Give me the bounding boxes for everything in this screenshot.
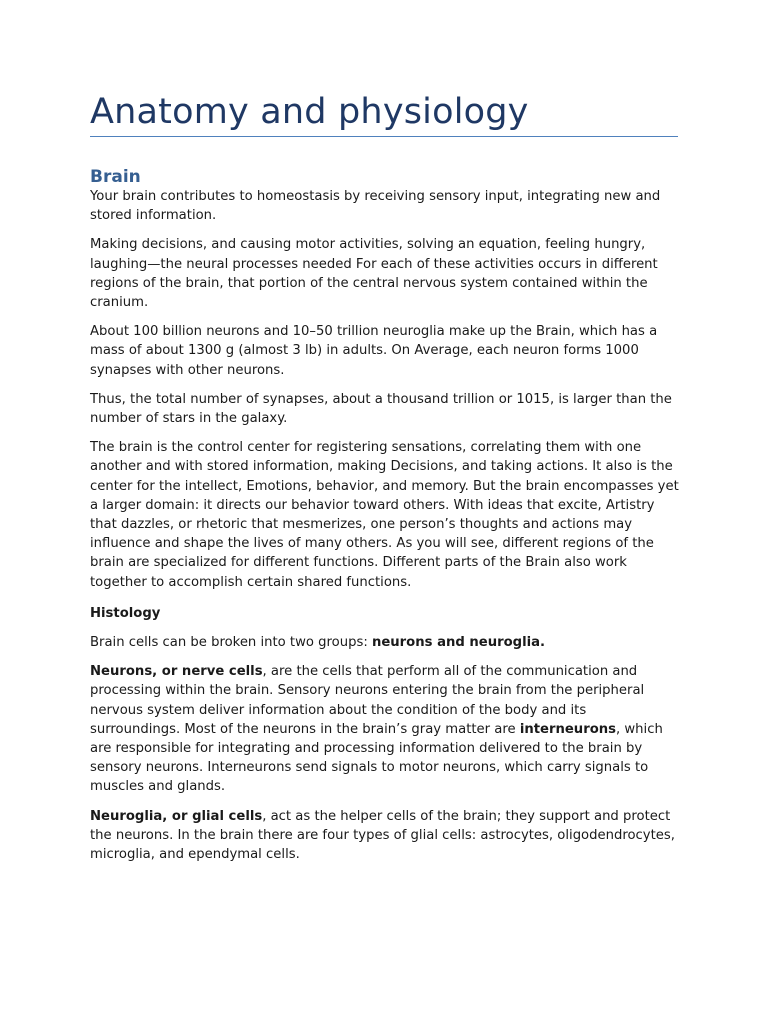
title-underline xyxy=(90,136,678,137)
paragraph-neurons xyxy=(90,662,680,796)
neurons-text-1: , are the cells that perform all of the communication and processing within the brain. Sensory neurons entering the brain from the peripheral nervous system deliver information about the condition of the body and its surroundings. Most of the neurons in the brain’s gray matter are xyxy=(90,664,645,737)
section-heading-brain: Brain xyxy=(90,167,141,187)
histology-heading: Histology xyxy=(90,605,161,621)
neuroglia-bold: Neuroglia, or glial cells xyxy=(90,808,263,824)
paragraph-neuron-count: About 100 billion neurons and 10–50 trillion neuroglia make up the Brain, which has a mass of about 1300 g (almost 3 lb) in adults. On Average, each neuron forms 1000 synapses with other neurons. xyxy=(90,324,658,378)
paragraph-control-center: The brain is the control center for registering sensations, correlating them with one another and with stored information, making Decisions, and taking actions. It also is the center for the intellect, Emotions, behavior, and memory. But the brain encompasses yet a larger domain: it directs our behavior toward others. With ideas that excite, Artistry that dazzles, or rhetoric that mesmerizes, one person’s thoughts and actions may influence and shape the lives of many others. As you will see, different regions of the brain are specialized for different functions. Different parts of the Brain also work together to accomplish certain shared functions. xyxy=(90,440,679,590)
interneurons-bold: interneurons xyxy=(519,721,616,737)
paragraph-neuroglia xyxy=(90,807,680,865)
neurons-text-2: , which are responsible for integrating and processing information delivered to the brain by sensory neurons. Interneurons send signals to motor neurons, which carry signals to muscles and glands. xyxy=(90,721,663,795)
brain-cells-bold: neurons and neuroglia. xyxy=(371,635,546,651)
neurons-bold: Neurons, or nerve cells xyxy=(90,664,263,680)
paragraph-synapses: Thus, the total number of synapses, about a thousand trillion or 1015, is larger than the number of stars in the galaxy. xyxy=(90,391,672,427)
paragraph-brain-cells xyxy=(90,633,680,652)
document-page xyxy=(90,0,680,864)
brain-cells-text: Brain cells can be broken into two groups: xyxy=(90,635,372,651)
paragraph-decisions: Making decisions, and causing motor activities, solving an equation, feeling hungry, laughing—the neural processes needed For each of these activities occurs in different regions of the brain, that portion of the central nervous system contained within the cranium. xyxy=(90,237,658,311)
neuroglia-text: , act as the helper cells of the brain; they support and protect the neurons. In the brain there are four types of glial cells: astrocytes, oligodendrocytes, microglia, and ependymal cells. xyxy=(90,808,675,863)
document-title: Anatomy and physiology xyxy=(90,92,529,132)
paragraph-intro: Your brain contributes to homeostasis by receiving sensory input, integrating new and stored information. xyxy=(90,189,661,224)
